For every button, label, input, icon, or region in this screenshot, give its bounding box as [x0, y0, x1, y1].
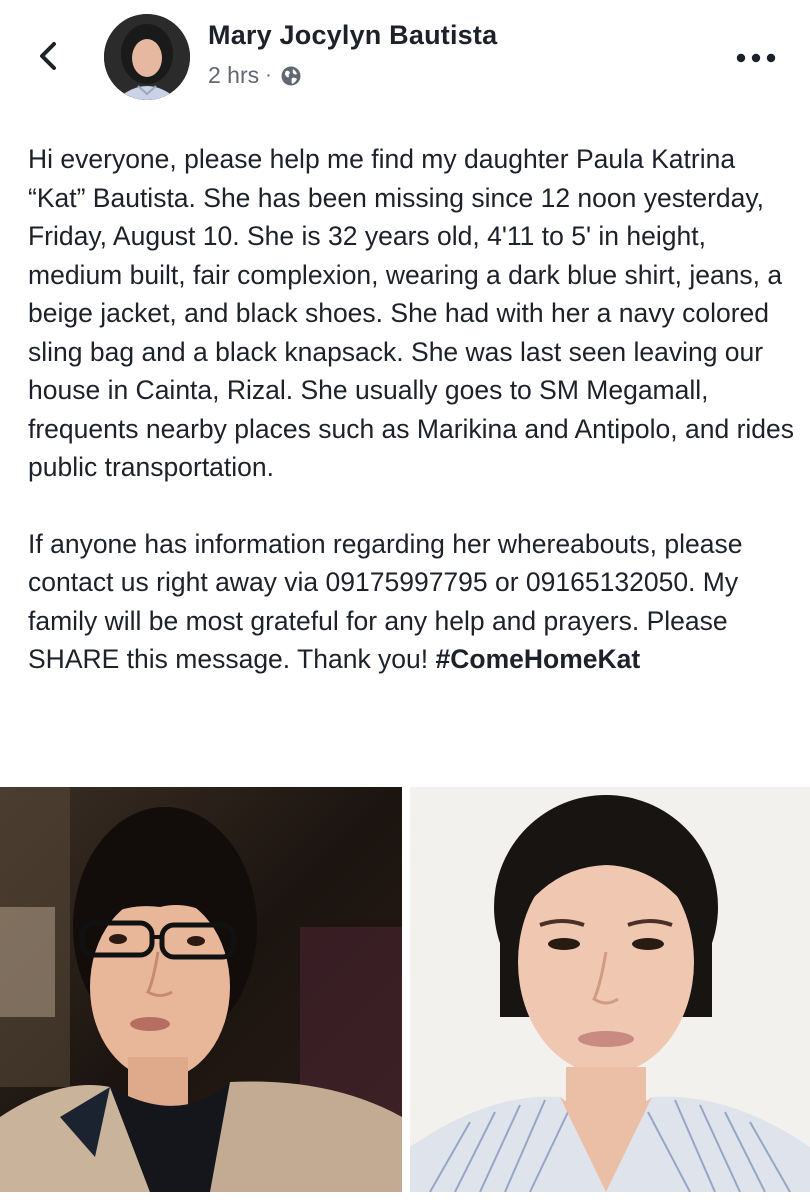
meta-separator: · — [265, 64, 272, 86]
post-paragraph-text: If anyone has information regarding her whereabouts, please contact us right away via 09175997795 or 09165132050. My family will be most grateful for any help and prayers. Please SHARE this message. Thank you! — [28, 528, 743, 674]
more-dots-icon — [734, 50, 778, 66]
post-paragraph: Hi everyone, please help me find my daughter Paula Katrina “Kat” Bautista. She has been missing since 12 noon yesterday, Friday, August 10. She is 32 years old, 4'11 to 5' in height, medium built, fair complexion, wearing a dark blue shirt, jeans, a beige jacket, and black shoes. She had with her a navy colored sling bag and a black knapsack. She was last seen leaving our house in Cainta, Rizal. She usually goes to SM Megamall, frequents nearby places such as Marikina and Antipolo, and rides public transportation. — [28, 144, 795, 482]
post-meta — [208, 62, 302, 89]
avatar[interactable] — [104, 14, 190, 100]
chevron-left-icon — [30, 36, 70, 76]
back-button[interactable] — [30, 36, 70, 76]
more-options-button[interactable] — [734, 50, 778, 66]
avatar-image — [104, 14, 190, 100]
author-name[interactable]: Mary Jocylyn Bautista — [208, 20, 498, 50]
globe-icon[interactable] — [280, 65, 302, 87]
post-header — [0, 0, 810, 110]
post-photo-portrait[interactable] — [410, 787, 810, 1192]
post-paragraph — [28, 525, 798, 679]
hashtag-link[interactable]: #ComeHomeKat — [435, 644, 641, 674]
post-body — [28, 140, 798, 679]
post-timestamp[interactable]: 2 hrs — [208, 62, 260, 88]
post-photo-glasses[interactable] — [0, 787, 402, 1192]
